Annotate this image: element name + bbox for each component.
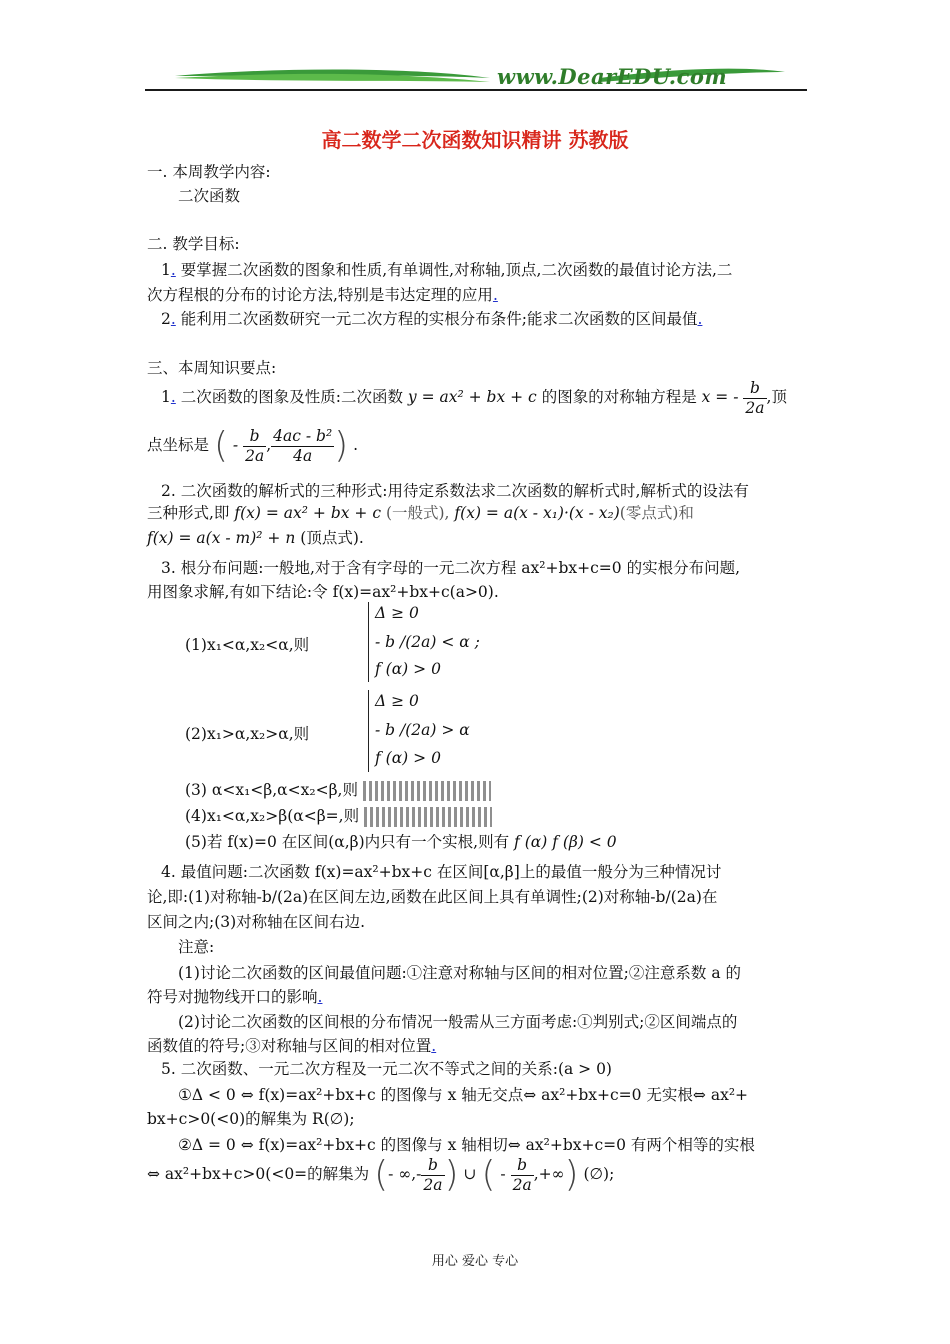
case-2-label: (2)x₁>α,x₂>α,则 (185, 725, 310, 743)
case-3-label: (3) α<x₁<β,α<x₂<β,则 (185, 778, 491, 801)
case-2-cond3: f (α) > 0 (375, 749, 441, 767)
case-1-cond3: f (α) > 0 (375, 660, 441, 678)
note-1-line1: (1)讨论二次函数的区间最值问题:①注意对称轴与区间的相对位置;②注意系数 a 的 (178, 964, 741, 982)
section1-heading: 一. 本周教学内容: (147, 163, 271, 181)
note-label: 注意: (178, 938, 215, 956)
case-2-cond1: Δ ≥ 0 (375, 692, 419, 710)
section3-heading: 三、本周知识要点: (147, 359, 277, 377)
case-1-label: (1)x₁<α,x₂<α,则 (185, 636, 310, 654)
relation-1-line2: bx+c>0(<0)的解集为 R(∅); (147, 1110, 355, 1128)
point-4-line2: 论,即:(1)对称轴-b/(2a)在区间左边,函数在此区间上具有单调性;(2)对称轴-b/(2a)在 (147, 888, 718, 906)
point-4-line3: 区间之内;(3)对称轴在区间右边. (147, 913, 366, 931)
point-3-line1: 3. 根分布问题:一般地,对于含有字母的一元二次方程 ax²+bx+c=0 的实根分布问题, (161, 559, 741, 577)
link-mark[interactable]: . (317, 988, 323, 1006)
relation-1-line1: ①Δ < 0 ⇔ f(x)=ax²+bx+c 的图像与 x 轴无交点⇔ ax²+bx+c=0 无实根⇔ ax²+ (178, 1086, 749, 1104)
link-mark[interactable]: . (170, 310, 176, 328)
point-1-line2: 点坐标是 ( - $\frac{b}{2a}$ , $\frac{\text{4ac - b²}}{4a}$ ) . (147, 425, 359, 466)
note-1-line2: 符号对抛物线开口的影响. (147, 988, 323, 1006)
section1-content: 二次函数 (178, 187, 241, 205)
point-2-line3: f(x) = a(x - m)² + n (顶点式). (147, 529, 364, 547)
axis-fraction: $\frac{b}{2a}$ (745, 378, 765, 417)
page-title: 高二数学二次函数知识精讲 苏教版 (321, 128, 629, 152)
relation-2-line1: ②Δ = 0 ⇔ f(x)=ax²+bx+c 的图像与 x 轴相切⇔ ax²+bx+c=0 有两个相等的实根 (178, 1136, 755, 1154)
vertex-y-fraction: $\frac{\text{4ac - b²}}{4a}$ (273, 426, 333, 465)
interval-fraction: $\frac{b}{2a}$ (512, 1155, 532, 1194)
interval-fraction: $\frac{b}{2a}$ (423, 1155, 443, 1194)
link-mark[interactable]: . (170, 261, 176, 279)
link-mark[interactable]: . (170, 388, 176, 406)
header-banner (145, 62, 807, 92)
case-5-label: (5)若 f(x)=0 在区间(α,β)内只有一个实根,则有 f (α) f (β) < 0 (185, 833, 617, 851)
link-mark[interactable]: . (431, 1037, 437, 1055)
point-4-line1: 4. 最值问题:二次函数 f(x)=ax²+bx+c 在区间[α,β]上的最值一般分为三种情况讨 (161, 863, 722, 881)
point-1-line1: 1. 二次函数的图象及性质:二次函数 y = ax² + bx + c 的图象的对称轴方程是 x = - $\frac{b}{2a}$ ,顶 (161, 378, 787, 417)
note-2-line2: 函数值的符号;③对称轴与区间的相对位置. (147, 1037, 437, 1055)
vertex-x-fraction: $\frac{b}{2a}$ (245, 426, 265, 465)
point-3-line2: 用图象求解,有如下结论:令 f(x)=ax²+bx+c(a>0). (147, 583, 499, 601)
section2-heading: 二. 教学目标: (147, 235, 240, 253)
case-1-cond1: Δ ≥ 0 (375, 604, 419, 622)
goal-2: 2. 能利用二次函数研究一元二次方程的实根分布条件;能求二次函数的区间最值. (161, 310, 703, 328)
formula-image-placeholder (364, 807, 492, 827)
page-footer: 用心 爱心 专心 (431, 1254, 519, 1269)
header-rule (145, 89, 807, 91)
formula-image-placeholder (363, 781, 491, 801)
note-2-line1: (2)讨论二次函数的区间根的分布情况一般需从三方面考虑:①判别式;②区间端点的 (178, 1013, 738, 1031)
relation-2-line2: ⇔ ax²+bx+c>0(<0=的解集为 (- ∞,- $\frac{b}{2a}$ ) ∪ ( - $\frac{b}{2a}$ ,+∞) (∅); (147, 1154, 615, 1195)
link-mark[interactable]: . (492, 286, 498, 304)
case-2-brace (368, 690, 369, 772)
site-logo[interactable]: www.DearEDU.com (497, 64, 728, 89)
case-4-label: (4)x₁<α,x₂>β(α<β=,则 (185, 804, 492, 827)
point-2-line2: 三种形式,即 f(x) = ax² + bx + c (一般式), f(x) = a(x - x₁)·(x - x₂)(零点式)和 (147, 504, 694, 522)
point-2-line1: 2. 二次函数的解析式的三种形式:用待定系数法求二次函数的解析式时,解析式的设法有 (161, 482, 749, 500)
case-1-cond2: - b /(2a) < α ; (375, 633, 480, 651)
point-5-line1: 5. 二次函数、一元二次方程及一元二次不等式之间的关系:(a > 0) (161, 1060, 612, 1078)
goal-1-line2: 次方程根的分布的讨论方法,特别是韦达定理的应用. (147, 286, 498, 304)
case-1-brace (368, 602, 369, 682)
link-mark[interactable]: . (697, 310, 703, 328)
goal-1-line1: 1. 要掌握二次函数的图象和性质,有单调性,对称轴,顶点,二次函数的最值讨论方法,二 (161, 261, 733, 279)
case-2-cond2: - b /(2a) > α (375, 721, 470, 739)
